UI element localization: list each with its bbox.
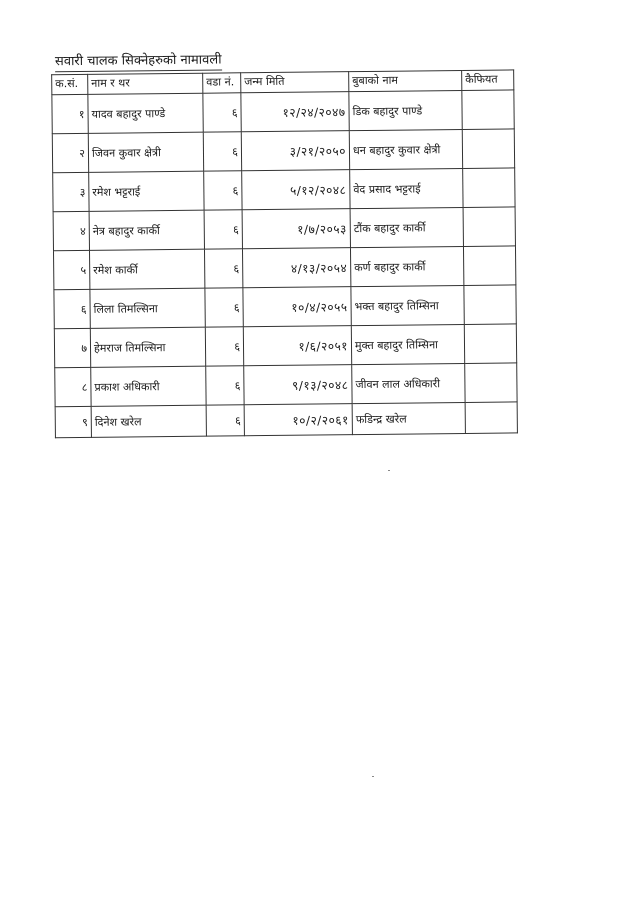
table-row [52,129,514,173]
cell-serial-number: ४ [53,211,89,250]
cell-remarks [463,207,515,247]
scan-speck [388,470,390,471]
cell-father-name: जीवन लाल अधिकारी [352,363,465,403]
cell-serial-number: ६ [54,289,90,328]
header-name: नाम र थर [88,73,203,94]
cell-ward: ६ [203,132,241,171]
cell-ward: ६ [206,366,244,405]
cell-remarks [462,129,514,169]
table-row [53,207,515,251]
cell-father-name: वेद प्रसाद भट्टराई [350,168,463,208]
cell-ward: ६ [204,210,242,249]
cell-name: नेत्र बहादुर कार्की [89,210,204,250]
cell-father-name: फडिन्द्र खरेल [352,402,465,434]
cell-serial-number: ५ [53,250,89,289]
cell-remarks [464,285,516,325]
cell-date-of-birth: १०/४/२०५५ [243,287,351,327]
cell-date-of-birth: ९/१३/२०४८ [244,365,352,405]
table-row [54,324,516,368]
document-title: सवारी चालक सिक्नेहरुको नामावली [55,52,222,72]
cell-date-of-birth: १/७/२०५३ [242,209,350,249]
cell-father-name: डिक बहादुर पाण्डे [349,90,462,130]
cell-name: दिनेश खरेल [91,405,206,437]
table-row [53,168,515,212]
cell-ward: ६ [203,93,241,132]
table-row [52,90,514,134]
header-date-of-birth: जन्म मिति [241,72,349,93]
header-ward: वडा नं. [203,73,241,93]
cell-remarks [463,246,515,286]
cell-serial-number: १ [52,94,88,133]
table-row [55,363,517,407]
cell-name: यादव बहादुर पाण्डे [88,93,203,133]
cell-remarks [464,324,516,364]
cell-name: रमेश भट्टराई [89,171,204,211]
cell-ward: ६ [206,405,244,436]
scan-speck [372,776,374,777]
cell-father-name: टौंक बहादुर कार्की [350,207,463,247]
cell-father-name: भक्त बहादुर तिम्सिना [351,285,464,325]
cell-serial-number: ७ [54,328,90,367]
cell-ward: ६ [204,171,242,210]
cell-serial-number: ८ [55,367,91,406]
learner-driver-table [51,69,518,438]
header-remarks: कैफियत [462,70,514,91]
cell-father-name: धन बहादुर कुवार क्षेत्री [349,129,462,169]
cell-date-of-birth: १०/२/२०६१ [244,404,352,436]
cell-name: प्रकाश अधिकारी [91,366,206,406]
cell-ward: ६ [205,327,243,366]
table-row [53,246,515,290]
header-father-name: बुबाको नाम [349,70,462,91]
cell-remarks [462,90,514,130]
cell-name: जिवन कुवार क्षेत्री [88,132,203,172]
cell-serial-number: ९ [55,406,91,437]
cell-father-name: मुक्त बहादुर तिम्सिना [351,324,464,364]
cell-date-of-birth: १/६/२०५१ [243,326,351,366]
cell-date-of-birth: ३/२१/२०५० [241,131,349,171]
cell-name: हेमराज तिमल्सिना [90,327,205,367]
cell-remarks [465,402,517,434]
header-serial-number: क.सं. [52,74,88,94]
cell-serial-number: २ [52,133,88,172]
cell-ward: ६ [205,288,243,327]
cell-serial-number: ३ [53,172,89,211]
cell-date-of-birth: ५/१२/२०४८ [242,170,350,210]
table-row [54,285,516,329]
cell-remarks [465,363,517,403]
cell-father-name: कर्ण बहादुर कार्की [350,246,463,286]
cell-date-of-birth: ४/१३/२०५४ [242,248,350,288]
cell-name: रमेश कार्की [89,249,204,289]
cell-remarks [463,168,515,208]
cell-name: लिला तिमल्सिना [90,288,205,328]
cell-ward: ६ [204,249,242,288]
cell-date-of-birth: १२/२४/२०४७ [241,92,349,132]
table-row [55,402,517,438]
